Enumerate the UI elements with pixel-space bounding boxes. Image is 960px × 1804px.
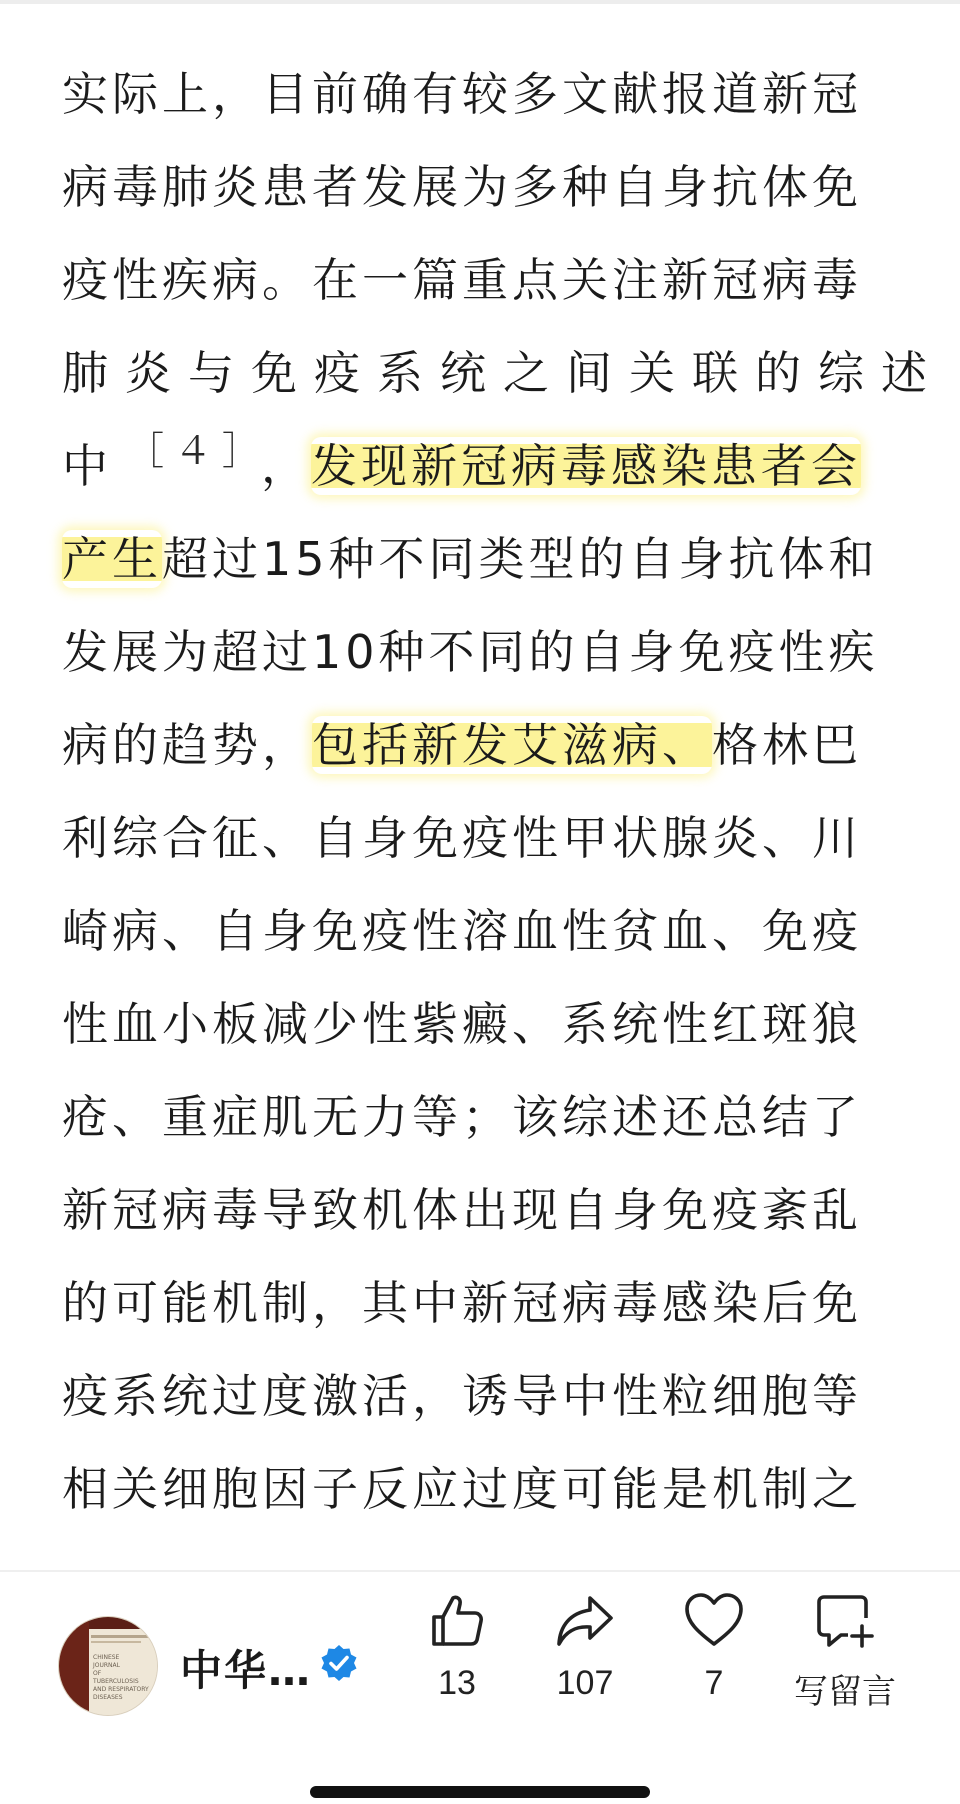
top-divider bbox=[0, 0, 960, 4]
avatar-caption: AND RESPIRATORY bbox=[93, 1686, 149, 1693]
article-line bbox=[62, 420, 902, 513]
citation-link[interactable]: ［４］ bbox=[126, 429, 252, 473]
share-button[interactable] bbox=[530, 1590, 640, 1703]
like-count: 13 bbox=[438, 1664, 476, 1702]
journal-cover-image bbox=[59, 1617, 157, 1715]
article-text: 病的趋势， bbox=[62, 718, 312, 772]
highlighted-text: 产生 bbox=[62, 532, 162, 586]
article-text: ， bbox=[261, 439, 312, 493]
comment-label: 写留言 bbox=[794, 1673, 896, 1711]
article-line: 性血小板减少性紫癜、系统性红斑狼 bbox=[62, 997, 862, 1051]
share-icon bbox=[554, 1590, 616, 1652]
article-line: 新冠病毒导致机体出现自身免疫紊乱 bbox=[62, 1183, 862, 1237]
article-line: 相关细胞因子反应过度可能是机制之 bbox=[62, 1462, 862, 1516]
favorite-count: 7 bbox=[704, 1664, 724, 1702]
article-line bbox=[62, 699, 902, 792]
verified-icon bbox=[320, 1644, 358, 1682]
bottom-action-bar bbox=[0, 1572, 960, 1804]
avatar-caption: TUBERCULOSIS bbox=[93, 1678, 139, 1685]
article-line bbox=[62, 513, 902, 606]
article-line: 病毒肺炎患者发展为多种自身抗体免 bbox=[62, 160, 862, 214]
author-name[interactable]: 中华… bbox=[180, 1646, 313, 1695]
favorite-button[interactable] bbox=[659, 1590, 769, 1703]
article-line: 崎病、自身免疫性溶血性贫血、免疫 bbox=[62, 904, 862, 958]
heart-icon bbox=[683, 1590, 745, 1652]
article-line: 实际上，目前确有较多文献报道新冠 bbox=[62, 67, 862, 121]
article-text: 超过15种不同类型的自身抗体和 bbox=[162, 532, 879, 586]
share-count: 107 bbox=[556, 1664, 614, 1702]
avatar-caption: JOURNAL bbox=[93, 1662, 120, 1669]
article-line: 疫系统过度激活，诱导中性粒细胞等 bbox=[62, 1369, 862, 1423]
home-indicator[interactable] bbox=[310, 1786, 650, 1798]
article-text: 格林巴 bbox=[712, 718, 862, 772]
article-line: 发展为超过10种不同的自身免疫性疾 bbox=[62, 625, 879, 679]
avatar[interactable] bbox=[58, 1616, 158, 1716]
comment-add-icon bbox=[814, 1590, 876, 1652]
highlighted-text: 发现新冠病毒感染患者会 bbox=[311, 439, 862, 493]
article-line: 的可能机制，其中新冠病毒感染后免 bbox=[62, 1276, 862, 1330]
highlighted-text: 包括新发艾滋病、 bbox=[312, 718, 712, 772]
article-body bbox=[62, 48, 944, 1536]
avatar-caption: CHINESE bbox=[93, 1654, 120, 1661]
article-line: 利综合征、自身免疫性甲状腺炎、川 bbox=[62, 811, 862, 865]
article-text: 中 bbox=[62, 439, 112, 493]
article-line: 疫性疾病。在一篇重点关注新冠病毒 bbox=[62, 253, 862, 307]
article-line: 肺炎与免疫系统之间关联的综述 bbox=[62, 346, 944, 400]
like-button[interactable] bbox=[402, 1590, 512, 1703]
avatar-caption: DISEASES bbox=[93, 1694, 123, 1701]
avatar-caption: OF bbox=[93, 1670, 102, 1677]
comment-button[interactable] bbox=[790, 1590, 900, 1713]
article-line: 疮、重症肌无力等；该综述还总结了 bbox=[62, 1090, 862, 1144]
thumbs-up-icon bbox=[426, 1590, 488, 1652]
